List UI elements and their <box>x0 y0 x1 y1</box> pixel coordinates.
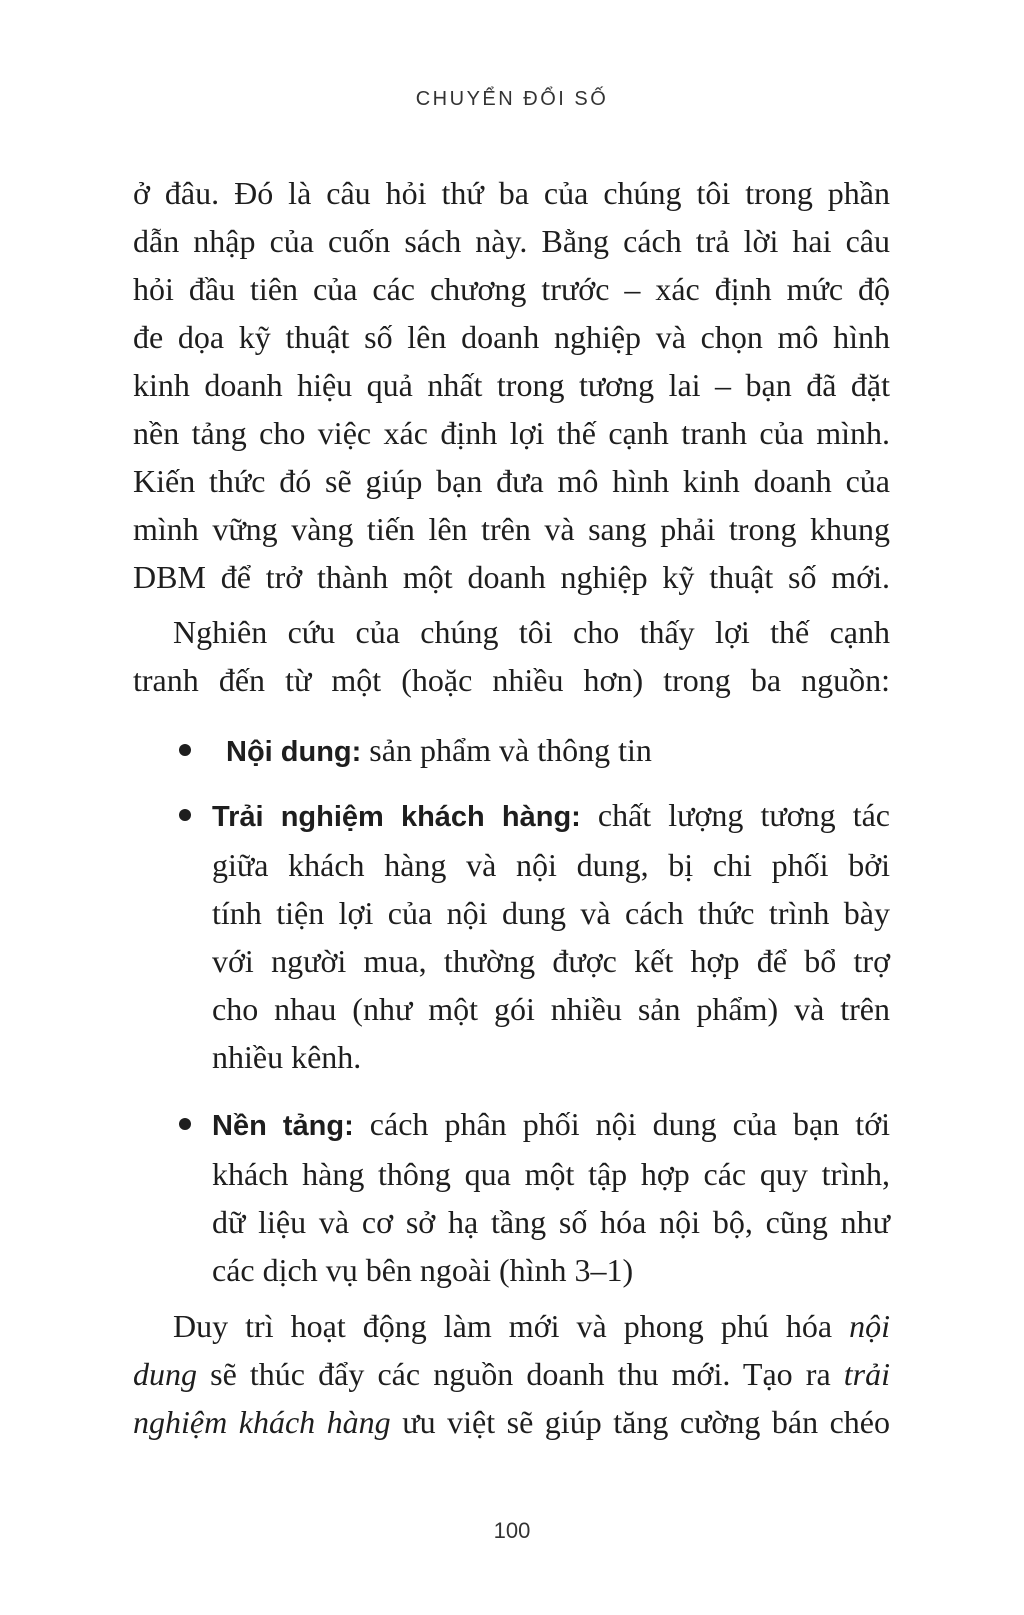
paragraph1-line: đe dọa kỹ thuật số lên doanh nghiệp và chọn mô hình <box>133 319 890 355</box>
paragraph3-line <box>133 1398 890 1446</box>
text-run: sẽ thúc đẩy các nguồn doanh thu mới. Tạo ra <box>197 1356 844 1392</box>
paragraph3-line <box>133 1350 890 1398</box>
italic-text-run: nội <box>849 1308 890 1344</box>
text-run: Duy trì hoạt động làm mới và phong phú hóa <box>173 1308 850 1344</box>
bullet-text: sản phẩm và thông tin <box>361 732 652 768</box>
page-number: 100 <box>493 1518 531 1543</box>
paragraph1-line: ở đâu. Đó là câu hỏi thứ ba của chúng tôi trong phần <box>133 175 890 211</box>
bullet-item-customer-experience <box>212 791 890 841</box>
italic-text-run: dung <box>133 1356 197 1392</box>
bullet-text: cách phân phối nội dung của bạn tới <box>353 1106 891 1142</box>
paragraph2-line: tranh đến từ một (hoặc nhiều hơn) trong ba nguồn: <box>133 662 890 698</box>
text-run: ưu việt sẽ giúp tăng cường bán chéo <box>390 1404 891 1440</box>
bullet-text: chất lượng tương tác <box>580 797 891 833</box>
paragraph1-line: nền tảng cho việc xác định lợi thế cạnh tranh của mình. <box>133 415 890 451</box>
paragraph1-line: dẫn nhập của cuốn sách này. Bằng cách trả lời hai câu <box>133 223 890 259</box>
paragraph1-line: DBM để trở thành một doanh nghiệp kỹ thuật số mới. <box>133 559 890 595</box>
running-header: CHUYỂN ĐỔI SỐ <box>415 88 609 110</box>
bullet-text-line: các dịch vụ bên ngoài (hình 3–1) <box>212 1252 634 1288</box>
bullet-item-platform <box>212 1100 890 1150</box>
paragraph1-line: hỏi đầu tiên của các chương trước – xác định mức độ <box>133 271 890 307</box>
bullet-text-line: nhiều kênh. <box>212 1039 362 1075</box>
bullet-text-line: khách hàng thông qua một tập hợp các quy trình, <box>212 1156 890 1192</box>
bullet-text-line: cho nhau (như một gói nhiều sản phẩm) và trên <box>212 991 890 1027</box>
bullet-text-line: giữa khách hàng và nội dung, bị chi phối bởi <box>212 847 890 883</box>
paragraph1-line: kinh doanh hiệu quả nhất trong tương lai – bạn đã đặt <box>133 367 890 403</box>
bullet-icon <box>179 1118 191 1130</box>
paragraph1-line: mình vững vàng tiến lên trên và sang phải trong khung <box>133 511 890 547</box>
bullet-label: Trải nghiệm khách hàng: <box>212 801 581 833</box>
bullet-label: Nội dung: <box>226 736 362 768</box>
bullet-text-line: dữ liệu và cơ sở hạ tầng số hóa nội bộ, cũng như <box>212 1204 890 1240</box>
body-text <box>133 169 890 1446</box>
bullet-label: Nền tảng: <box>212 1110 354 1142</box>
italic-text-run: nghiệm khách hàng <box>133 1404 391 1440</box>
paragraph3-line <box>133 1302 890 1350</box>
paragraph1-line: Kiến thức đó sẽ giúp bạn đưa mô hình kinh doanh của <box>133 463 890 499</box>
bullet-text-line: tính tiện lợi của nội dung và cách thức trình bày <box>212 895 890 931</box>
paragraph2-line: Nghiên cứu của chúng tôi cho thấy lợi thế cạnh <box>173 614 890 650</box>
bullet-text-line: với người mua, thường được kết hợp để bổ trợ <box>212 943 890 979</box>
italic-text-run: trải <box>843 1356 890 1392</box>
bullet-icon <box>179 744 191 756</box>
bullet-item-content <box>212 726 890 776</box>
bullet-icon <box>179 809 191 821</box>
